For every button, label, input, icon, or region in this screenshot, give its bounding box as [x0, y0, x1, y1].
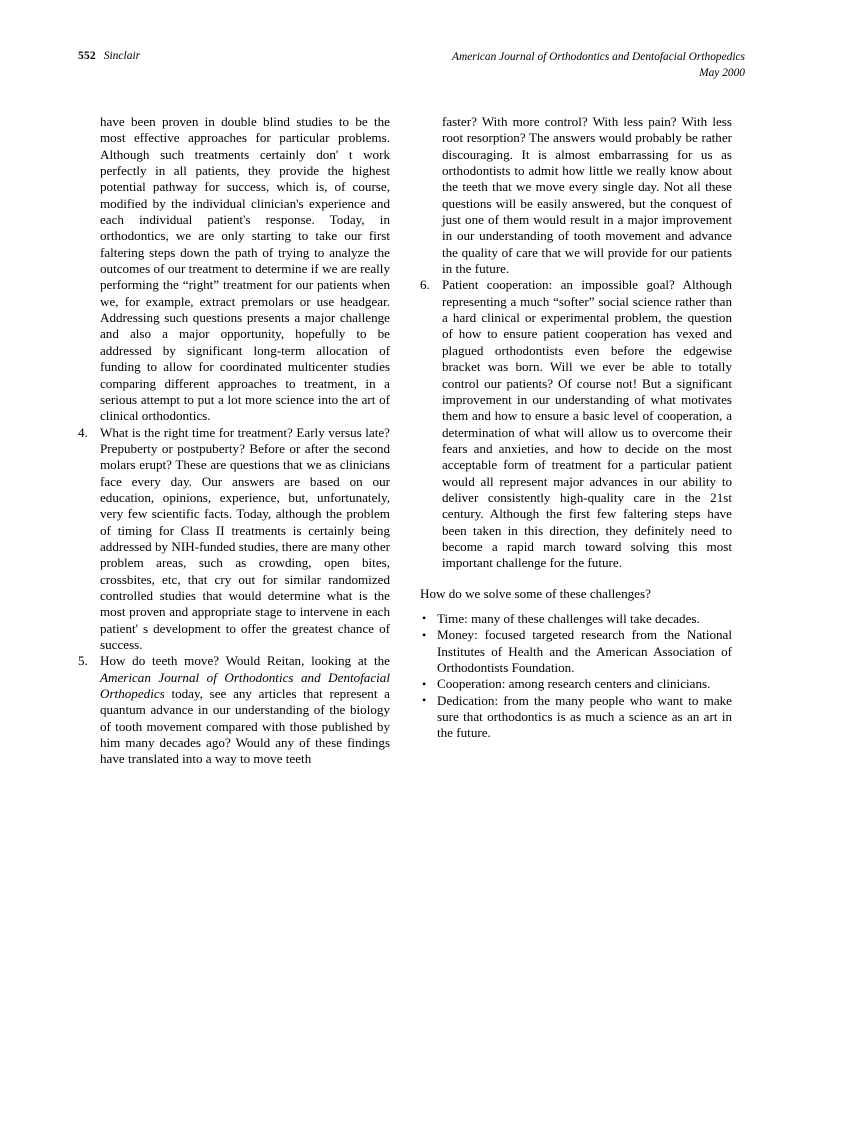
numbered-list-left [78, 425, 390, 768]
running-head-right [452, 50, 745, 81]
bullet-text: Dedication: from the many people who want to make sure that orthodontics is as much a science as an art in the future. [437, 692, 732, 741]
list-item [420, 693, 732, 742]
list-item [420, 676, 732, 692]
journal-title: American Journal of Orthodontics and Dentofacial Orthopedics [452, 51, 745, 63]
list-marker: 5. [78, 653, 88, 669]
bullet-icon: • [422, 627, 427, 642]
right-column [420, 114, 732, 742]
list-item-text: What is the right time for treatment? Early versus late? Prepuberty or postpuberty? Before or after the second molars erupt? These are questions that we as clinicians face every day. Our answers are based on our education, opinions, experience, but, unfortunately, very few scientific facts. Today, although the problem of timing for Class II treatments is certainly being addressed by NIH-funded studies, there are many other problem areas, such as crowding, open bites, crossbites, etc, that cry out for similar randomized controlled studies that would determine what is the most proven and appropriate stage to intervene in each patient' s development to offer the greatest chance of success. [100, 424, 390, 652]
list-item-text: Patient cooperation: an impossible goal? Although representing a much “softer” social science rather than a hard clinical or experimental problem, the question of how to ensure patient cooperation has vexed and plagued orthodontists even before the edgewise bracket was born. Will we ever be able to totally control our patients? Of course not! But a significant improvement in our understanding of what motivates them and how to ensure a basic level of cooperation, a determination of what will allow us to overcome their fears and anxieties, and how to decide on the most acceptable form of treatment for a particular patient would all represent major advances in our ability to deliver consistently high-quality care in the 21st century. Although the first few faltering steps have been taken in this direction, they definitely need to become a rapid march toward solving this most important challenge for the future. [442, 277, 732, 571]
spacer [420, 602, 732, 611]
running-head-left [78, 50, 140, 62]
continued-paragraph: faster? With more control? With less pain? With less root resorption? The answers would probably be rather discouraging. It is almost embarrassing for us as orthodontists to admit how little we really know about the teeth that we move every single day. Not all these questions will be easily answered, but the conquest of just one of them would result in a major improvement in our understanding of tooth movement and advance the quality of care that we will provide for our patients in the future. [442, 114, 732, 277]
bullet-text: Money: focused targeted research from the National Institutes of Health and the American Association of Orthodontists Foundation. [437, 627, 732, 675]
list-item [78, 653, 390, 767]
page-number: 552 [78, 50, 96, 62]
bullet-text: Time: many of these challenges will take decades. [437, 610, 700, 626]
numbered-list-right [420, 277, 732, 571]
continued-paragraph: have been proven in double blind studies to be the most effective approaches for particular problems. Although such treatments certainly don' t work perfectly in all patients, they provide the highest potential pathway for success, which is, of course, modified by the individual clinician's experience and each individual patient's response. Today, in orthodontics, we are only starting to take our first faltering steps down the path of trying to analyze the outcomes of our treatment to determine if we are really performing the “right” treatment for our patients when we, for example, extract premolars or use headgear. Addressing such questions presents a major challenge and also a major opportunity, hopefully to be addressed by significant long-term allocation of funding to allow for coordinated multicenter studies comparing different approaches to treatment, in a serious attempt to put a lot more science into the art of clinical orthodontics. [100, 114, 390, 424]
bullet-icon: • [422, 693, 427, 708]
list-marker: 6. [420, 277, 430, 293]
list-item [420, 611, 732, 627]
running-head-author: Sinclair [103, 50, 141, 62]
bullet-icon: • [422, 611, 427, 626]
journal-title-citation: American Journal of Orthodontics and Dentofacial Orthopedics [100, 669, 390, 702]
list-item-text-after-title: today, see any articles that represent a quantum advance in our understanding of the biology of tooth movement compared with those published by him many decades ago? Would any of these findings have translated into a way to move teeth [100, 686, 390, 767]
running-head [78, 50, 745, 90]
left-column [78, 114, 390, 768]
lead-in-question: How do we solve some of these challenges? [420, 585, 651, 601]
list-item [420, 627, 732, 676]
spacer [420, 572, 732, 586]
issue-date: May 2000 [699, 66, 745, 79]
list-marker: 4. [78, 424, 88, 440]
list-item-text-before-title: How do teeth move? Would Reitan, looking at the [100, 653, 390, 669]
bullet-text: Cooperation: among research centers and clinicians. [437, 676, 711, 692]
list-item [78, 425, 390, 654]
bullet-list [420, 611, 732, 742]
list-item [420, 277, 732, 571]
bullet-icon: • [422, 676, 427, 691]
